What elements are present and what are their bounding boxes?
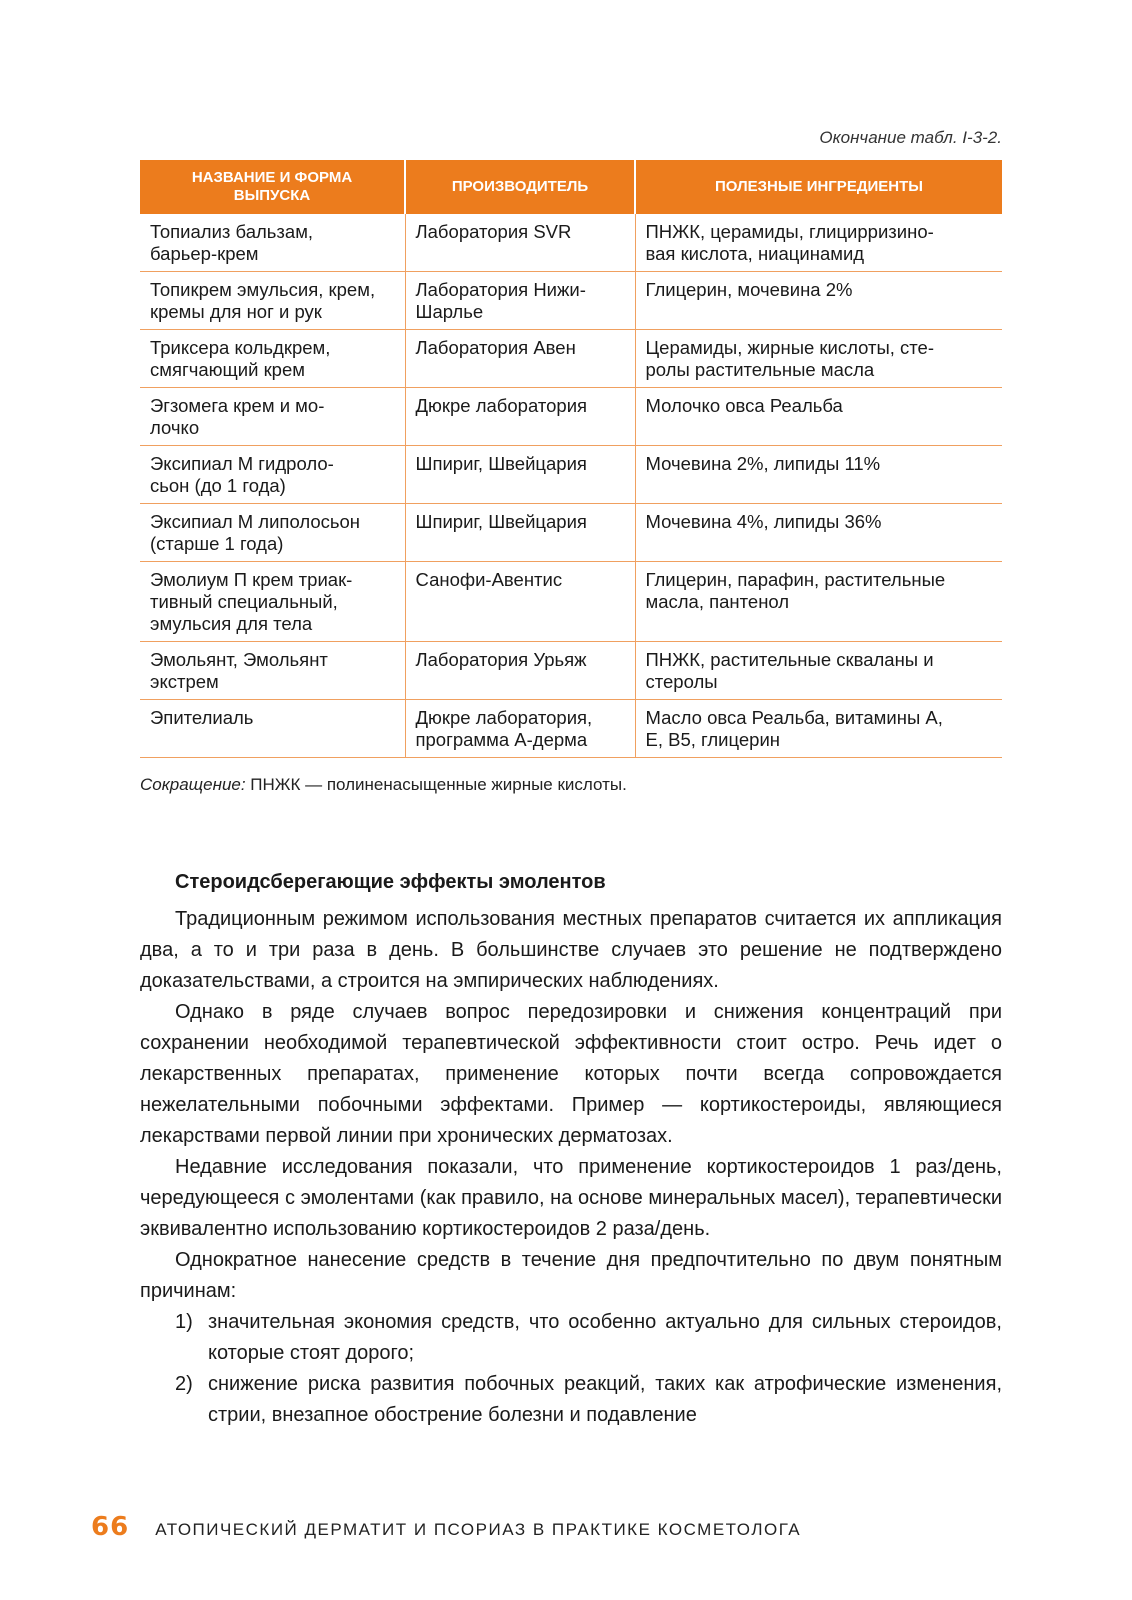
cell-manufacturer: Лаборатория Нижи- Шарлье <box>405 272 635 330</box>
paragraph: Недавние исследования показали, что применение кортикостероидов 1 раз/день, чередующееся с эмолентами (как правило, на основе минеральных масел), терапевтически эквивалентно использованию кортикостероидов 2 раза/день. <box>140 1156 1002 1240</box>
table-row <box>140 388 1002 446</box>
emollients-table <box>140 160 1002 758</box>
list-item-text: значительная экономия средств, что особенно актуально для сильных стероидов, которые стоят дорого; <box>208 1311 1002 1364</box>
cell-name: Топикрем эмульсия, крем, кремы для ног и рук <box>140 272 405 330</box>
table-header-row <box>140 160 1002 214</box>
cell-name: Эмольянт, Эмольянт экстрем <box>140 642 405 700</box>
cell-manufacturer: Санофи-Авентис <box>405 562 635 642</box>
running-title: АТОПИЧЕСКИЙ ДЕРМАТИТ И ПСОРИАЗ В ПРАКТИКЕ КОСМЕТОЛОГА <box>155 1520 802 1539</box>
cell-manufacturer: Лаборатория Авен <box>405 330 635 388</box>
header-manufacturer: ПРОИЗВОДИТЕЛЬ <box>405 160 635 214</box>
table-row <box>140 700 1002 758</box>
list-item <box>140 1369 1002 1431</box>
cell-name: Топиализ бальзам, барьер-крем <box>140 214 405 272</box>
footnote-label: Сокращение: <box>140 775 246 794</box>
table-row <box>140 272 1002 330</box>
cell-ingredients: ПНЖК, растительные скваланы и стеролы <box>635 642 1002 700</box>
table-caption: Окончание табл. I-3-2. <box>819 128 1002 147</box>
paragraph: Однако в ряде случаев вопрос передозировки и снижения концентраций при сохранении необходимой терапевтической эффективности стоит остро. Речь идет о лекарственных препаратах, применение которых почти всегда сопровождается нежелательными побочными эффектами. Пример — кортикостероиды, являющиеся лекарствами первой линии при хронических дерматозах. <box>140 1001 1002 1147</box>
paragraph: Традиционным режимом использования местных препаратов считается их аппликация два, а то и три раза в день. В большинстве случаев это решение не подтверждено доказательствами, а строится на эмпирических наблюдениях. <box>140 908 1002 992</box>
footnote-text: ПНЖК — полиненасыщенные жирные кислоты. <box>245 775 627 794</box>
cell-name: Эксипиал М липолосьон (старше 1 года) <box>140 504 405 562</box>
cell-ingredients: ПНЖК, церамиды, глицирризино- вая кислота, ниацинамид <box>635 214 1002 272</box>
header-ingredients: ПОЛЕЗНЫЕ ИНГРЕДИЕНТЫ <box>635 160 1002 214</box>
page-footer <box>91 1512 801 1542</box>
cell-manufacturer: Дюкре лаборатория <box>405 388 635 446</box>
cell-ingredients: Глицерин, парафин, растительные масла, пантенол <box>635 562 1002 642</box>
cell-name: Эпителиаль <box>140 700 405 758</box>
cell-ingredients: Масло овса Реальба, витамины А, Е, В5, глицерин <box>635 700 1002 758</box>
page-number: 66 <box>91 1512 130 1542</box>
cell-name: Эгзомега крем и мо- лочко <box>140 388 405 446</box>
cell-name: Эмолиум П крем триак- тивный специальный, эмульсия для тела <box>140 562 405 642</box>
cell-manufacturer: Шпириг, Швейцария <box>405 446 635 504</box>
cell-ingredients: Глицерин, мочевина 2% <box>635 272 1002 330</box>
cell-manufacturer: Дюкре лаборатория, программа А-дерма <box>405 700 635 758</box>
cell-ingredients: Мочевина 4%, липиды 36% <box>635 504 1002 562</box>
paragraph: Однократное нанесение средств в течение дня предпочтительно по двум понятным причинам: <box>140 1249 1002 1302</box>
table-row <box>140 504 1002 562</box>
cell-name: Эксипиал М гидроло- сьон (до 1 года) <box>140 446 405 504</box>
table-row <box>140 214 1002 272</box>
header-name-form: НАЗВАНИЕ И ФОРМА ВЫПУСКА <box>140 160 405 214</box>
cell-manufacturer: Шпириг, Швейцария <box>405 504 635 562</box>
cell-ingredients: Церамиды, жирные кислоты, сте- ролы растительные масла <box>635 330 1002 388</box>
list-item <box>140 1307 1002 1369</box>
body-text <box>140 904 1002 1431</box>
cell-ingredients: Молочко овса Реальба <box>635 388 1002 446</box>
list-item-number: 1) <box>175 1311 193 1333</box>
table-footnote <box>140 775 627 795</box>
cell-ingredients: Мочевина 2%, липиды 11% <box>635 446 1002 504</box>
section-heading: Стероидсберегающие эффекты эмолентов <box>175 871 606 893</box>
table-row <box>140 446 1002 504</box>
table-row <box>140 642 1002 700</box>
cell-manufacturer: Лаборатория SVR <box>405 214 635 272</box>
list-item-number: 2) <box>175 1373 193 1395</box>
list-item-text: снижение риска развития побочных реакций, таких как атрофические изменения, стрии, внезапное обострение болезни и подавление <box>208 1373 1002 1426</box>
table-row <box>140 330 1002 388</box>
table-row <box>140 562 1002 642</box>
cell-manufacturer: Лаборатория Урьяж <box>405 642 635 700</box>
cell-name: Триксера кольдкрем, смягчающий крем <box>140 330 405 388</box>
